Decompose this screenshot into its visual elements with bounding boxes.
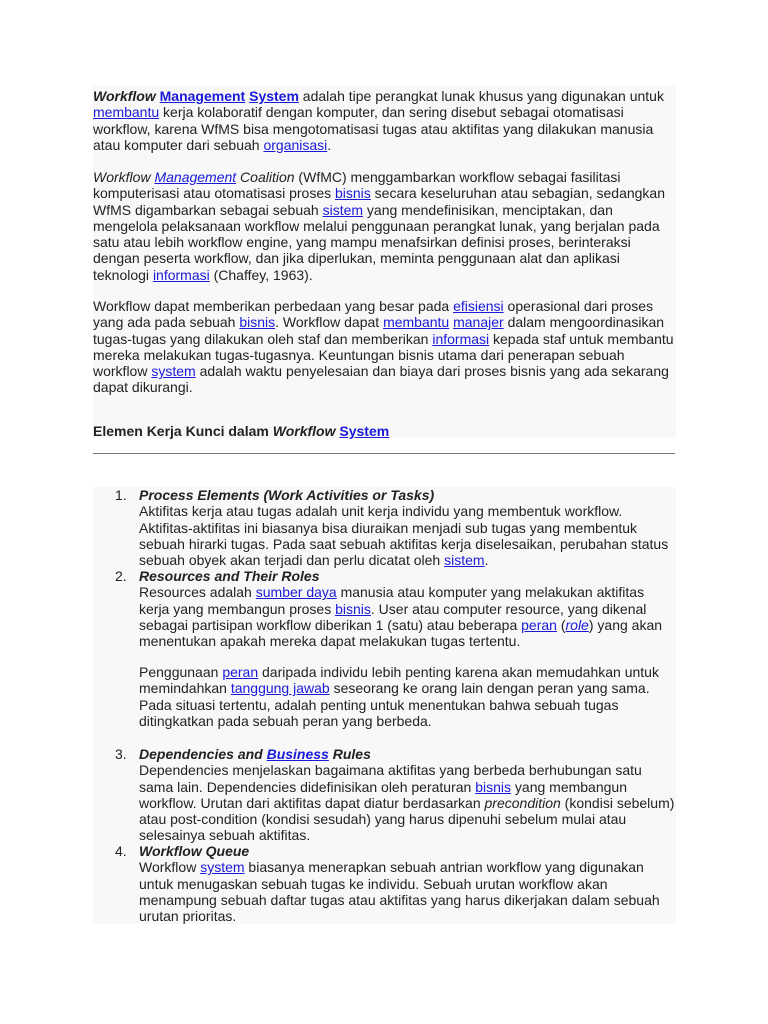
list-item-title: Dependencies and Business Rules xyxy=(139,746,371,762)
list-number: 4. xyxy=(115,843,127,859)
paragraph-definition: Workflow Management System adalah tipe perangkat lunak khusus yang digunakan untuk membantu kerja kolaboratif dengan komputer, dan sering disebut sebagai otomatisasi workflow, karena WfMS bisa mengotomatisasi tugas atau aktifitas yang dilakukan manusia atau komputer dari sebuah organisasi. xyxy=(93,88,664,153)
list-item-title: Process Elements (Work Activities or Tasks) xyxy=(139,487,435,503)
link-bisnis-list[interactable]: bisnis xyxy=(335,600,371,617)
link-business[interactable]: Business xyxy=(266,746,329,762)
link-bisnis-2[interactable]: bisnis xyxy=(239,314,276,331)
paragraph-wfmc: Workflow Management Coalition (WfMC) menggambarkan workflow sebagai fasilitasi komputerisasi atau otomatisasi proses bisnis secara keseluruhan atau sebagian, sedangkan WfMS digambarkan sebagai sebuah sistem yang mendefinisikan, menciptakan, dan mengelola pelaksanaan workflow melalui penggunaan perangkat lunak, yang berjalan pada satu atau lebih workflow engine, yang mampu menafsirkan definisi proses, berinteraksi dengan peserta workflow, dan jika diperlukan, meminta penggunaan alat dan aplikasi teknologi informasi (Chaffey, 1963). xyxy=(93,169,666,283)
list-item-text: Workflow system biasanya menerapkan sebuah antrian workflow yang digunakan untuk menugaskan sebuah tugas ke individu. Sebuah urutan workflow akan menampung sebuah daftar tugas atau aktifitas yang harus dikerjakan dalam sebuah urutan prioritas. xyxy=(139,859,660,925)
list-item-title: Resources and Their Roles xyxy=(139,568,320,584)
list-number: 3. xyxy=(115,746,127,762)
link-peran-2[interactable]: peran xyxy=(222,664,259,680)
list-item-body xyxy=(139,568,676,649)
list-item-body xyxy=(139,487,676,568)
link-system-list[interactable]: system xyxy=(200,859,245,876)
link-organisasi[interactable]: organisasi xyxy=(263,136,328,153)
link-informasi[interactable]: informasi xyxy=(152,266,210,283)
link-membantu[interactable]: membantu xyxy=(93,104,160,121)
list-item-text: Dependencies menjelaskan bagaimana aktifitas yang berbeda berhubungan satu sama lain. Dependencies didefinisikan oleh peraturan bisnis yang membangun workflow. Urutan dari aktifitas dapat diatur berdasarkan precondition (kondisi sebelum) atau post-condition (kondisi sesudah) yang harus dipenuhi sebelum mulai atau selesainya sebuah aktifitas. xyxy=(139,762,675,844)
article-intro xyxy=(93,86,676,438)
link-system[interactable]: System xyxy=(249,88,299,104)
list-item-text: Aktifitas kerja atau tugas adalah unit kerja individu yang membentuk workflow. Aktifitas-aktifitas ini biasanya bisa diuraikan menjadi sub tugas yang membentuk sebuah hirarki tugas. Pada saat sebuah aktifitas kerja diselesaikan, perubahan status sebuah obyek akan terjadi dan perlu dicatat oleh sistem. xyxy=(139,503,669,569)
link-bisnis-list-2[interactable]: bisnis xyxy=(475,778,512,795)
link-sistem[interactable]: sistem xyxy=(322,201,364,218)
elements-list xyxy=(93,487,676,924)
link-management-2[interactable]: Management xyxy=(154,169,237,185)
link-informasi-2[interactable]: informasi xyxy=(432,330,490,347)
link-system-2[interactable]: system xyxy=(151,363,196,380)
link-manajer[interactable]: manajer xyxy=(453,314,504,331)
horizontal-divider xyxy=(93,453,675,454)
link-membantu-2[interactable]: membantu xyxy=(383,314,450,331)
link-sistem-list[interactable]: sistem xyxy=(444,552,485,569)
list-item-title: Workflow Queue xyxy=(139,843,250,859)
list-number: 2. xyxy=(115,568,127,584)
list-item-extra-paragraph: Penggunaan peran daripada individu lebih penting karena akan memudahkan untuk memindahkan tanggung jawab seseorang ke orang lain dengan peran yang sama. Pada situasi tertentu, adalah penting untuk menentukan bahwa sebuah tugas ditingkatkan pada sebuah peran yang berbeda. xyxy=(139,664,659,729)
section-heading: Elemen Kerja Kunci dalam Workflow System xyxy=(93,423,390,439)
link-efisiensi[interactable]: efisiensi xyxy=(453,298,504,314)
list-item-text: Resources adalah sumber daya manusia atau komputer yang melakukan aktifitas kerja yang membangun proses bisnis. User atau computer resource, yang dikenal sebagai partisipan workflow diberikan 1 (satu) atau beberapa peran (role) yang akan menentukan apakah mereka dapat melakukan tugas tertentu. xyxy=(139,584,663,650)
list-number: 1. xyxy=(115,487,127,503)
link-role[interactable]: role xyxy=(565,616,589,633)
list-item-body xyxy=(139,843,676,924)
link-bisnis[interactable]: bisnis xyxy=(335,185,371,202)
paragraph-benefits: Workflow dapat memberikan perbedaan yang besar pada efisiensi operasional dari proses yang ada pada sebuah bisnis. Workflow dapat membantu manajer dalam mengoordinasikan tugas-tugas yang dilakukan oleh staf dan memberikan informasi kepada staf untuk membantu mereka melakukan tugas-tugasnya. Keuntungan bisnis utama dari penerapan sebuah workflow system adalah waktu penyelesaian dan biaya dari proses bisnis yang ada sekarang dapat dikurangi. xyxy=(93,298,674,396)
list-item-body xyxy=(139,746,676,844)
link-peran[interactable]: peran xyxy=(521,616,557,633)
link-system-heading[interactable]: System xyxy=(339,423,390,439)
link-tanggung-jawab[interactable]: tanggung jawab xyxy=(230,680,330,697)
link-management[interactable]: Management xyxy=(159,88,246,104)
link-sumber-daya[interactable]: sumber daya xyxy=(255,584,337,601)
